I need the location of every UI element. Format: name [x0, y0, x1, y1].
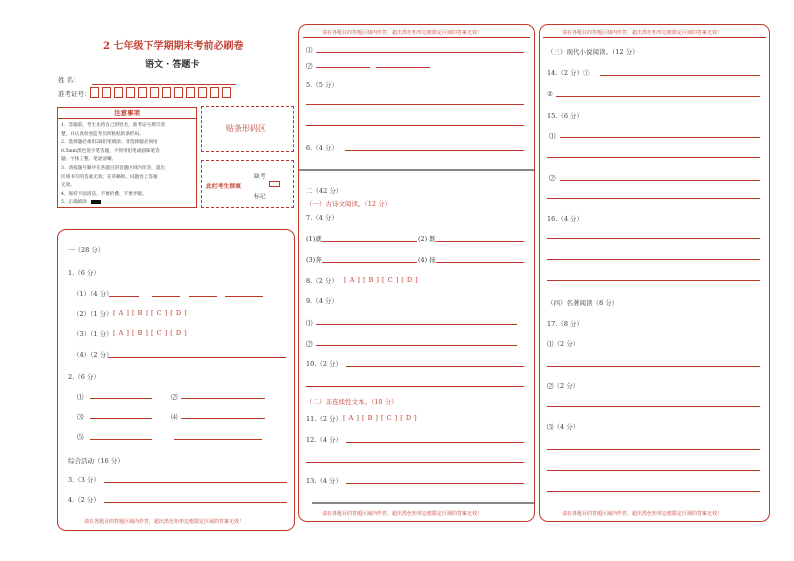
q4-a1: ⑴ — [306, 46, 313, 54]
exam-no-boxes[interactable] — [90, 87, 240, 99]
warning-col1: 请在各题目的答题区域内作答，超出黑色矩形边框限定区域的答案无效！ — [84, 519, 245, 525]
q2-m3: ⑶ — [77, 413, 84, 421]
warning-col2-bottom: 请在各题目的答题区域内作答，超出黑色矩形边框限定区域的答案无效！ — [322, 511, 483, 517]
q2-label: 2.（6 分） — [68, 373, 100, 381]
activity-title: 综合活动（16 分） — [68, 457, 124, 465]
answer-line[interactable] — [108, 357, 286, 358]
answer-line[interactable] — [181, 418, 265, 419]
answer-line[interactable] — [560, 180, 760, 181]
answer-line[interactable] — [322, 241, 417, 242]
q2-m1: ⑴ — [77, 393, 84, 401]
divider-col2 — [299, 169, 534, 171]
q3-label: 3.（3 分） — [68, 476, 100, 484]
answer-line[interactable] — [376, 67, 430, 68]
q9-1: ⑴ — [306, 319, 313, 327]
digit-box[interactable] — [174, 87, 183, 98]
absent-mark1: 缺考 — [254, 174, 266, 180]
answer-frame-2 — [298, 24, 535, 522]
answer-line[interactable] — [225, 296, 263, 297]
q8-label: 8.（2 分） — [306, 277, 338, 285]
answer-line[interactable] — [547, 470, 760, 471]
q17-3: ⑶（4 分） — [547, 423, 580, 431]
notice-item: 区域书写的答案无效；在草稿纸、试题卷上答题 — [61, 174, 158, 180]
q9-2: ⑵ — [306, 340, 313, 348]
answer-line[interactable] — [547, 406, 760, 407]
notice-item: 0.5mm黑色签字笔答题，不得用铅笔或圆珠笔答 — [61, 148, 160, 154]
digit-box[interactable] — [114, 87, 123, 98]
notice-item: 5．正确填涂 — [61, 200, 87, 206]
q8-options[interactable]: [ A ] [ B ] [ C ] [ D ] — [344, 276, 419, 284]
digit-box[interactable] — [102, 87, 111, 98]
answer-frame-3 — [539, 24, 770, 522]
answer-line[interactable] — [104, 502, 287, 503]
q4-a2: ⑵ — [306, 62, 313, 70]
digit-box[interactable] — [90, 87, 99, 98]
warning-col3-bottom: 请在各题目的答题区域内作答，超出黑色矩形边框限定区域的答案无效！ — [562, 511, 723, 517]
q11-label: 11.（2 分） — [306, 415, 343, 423]
section-1-title: 一（28 分） — [68, 246, 105, 254]
sub-section-3: （三）现代小说阅读。（12 分） — [547, 48, 639, 56]
notice-item: 楚，并认真检查监考员所粘贴的条形码。 — [61, 131, 144, 137]
answer-line[interactable] — [346, 483, 524, 484]
answer-line[interactable] — [316, 345, 517, 346]
q17-2: ⑵（2 分） — [547, 382, 580, 390]
notice-item: 3．请按题号顺序在各题目的答题区域内作答，超出 — [61, 165, 165, 171]
notice-item: 题；字体工整、笔迹清晰。 — [61, 157, 117, 163]
q12-label: 12.（4 分） — [306, 436, 343, 444]
answer-line[interactable] — [547, 491, 760, 492]
answer-line[interactable] — [547, 259, 760, 260]
absent-label: 此栏考生禁填 — [206, 184, 241, 190]
q4-label: 4.（2 分） — [68, 496, 100, 504]
answer-line[interactable] — [547, 157, 760, 158]
q2-m4: ⑷ — [171, 413, 178, 421]
answer-line[interactable] — [600, 75, 760, 76]
name-label: 姓 名： — [58, 76, 80, 84]
q2-m2: ⑵ — [171, 393, 178, 401]
answer-line[interactable] — [346, 442, 524, 443]
digit-box[interactable] — [210, 87, 219, 98]
q6-label: 6.（4 分） — [306, 144, 338, 152]
name-field[interactable] — [92, 84, 236, 85]
sub-section-4: （四）名著阅读（8 分） — [547, 299, 619, 307]
digit-box[interactable] — [150, 87, 159, 98]
answer-line[interactable] — [174, 439, 262, 440]
q10-label: 10.（2 分） — [306, 360, 343, 368]
answer-line[interactable] — [547, 198, 760, 199]
notice-item: 无效。 — [61, 183, 75, 189]
q13-label: 13.（4 分） — [306, 477, 343, 485]
q1-4-label: （4）（2 分） — [73, 351, 113, 359]
q14-2: ② — [547, 90, 553, 98]
q1-label: 1.（6 分） — [68, 269, 100, 277]
notice-box — [57, 107, 197, 208]
digit-box[interactable] — [126, 87, 135, 98]
answer-line[interactable] — [109, 296, 139, 297]
q17-1: ⑴（2 分） — [547, 340, 580, 348]
answer-line[interactable] — [346, 366, 524, 367]
answer-line[interactable] — [152, 296, 180, 297]
sub-section-2: （二）非连续性文本。（10 分） — [306, 398, 398, 406]
q7-1: (1)就 — [306, 235, 322, 243]
q5-label: 5.（5 分） — [306, 81, 338, 89]
warning-col3-top: 请在各题目的答题区域内作答，超出黑色矩形边框限定区域的答案无效！ — [562, 30, 723, 36]
answer-line[interactable] — [322, 262, 417, 263]
absent-mark2: 标记 — [254, 194, 266, 200]
q9-label: 9.（4 分） — [306, 297, 338, 305]
bottom-rule-col2 — [312, 502, 534, 504]
answer-line[interactable] — [556, 96, 760, 97]
q1-2-options[interactable]: [ A ] [ B ] [ C ] [ D ] — [113, 309, 188, 317]
q15-2: ⑵ — [549, 174, 556, 182]
notice-item: 4．保持卡面清洁，不要折叠、不要弄破。 — [61, 191, 147, 197]
answer-line[interactable] — [306, 462, 524, 463]
answer-line[interactable] — [547, 449, 760, 450]
answer-line[interactable] — [189, 296, 217, 297]
q7-2: (2) 既 — [418, 235, 436, 243]
digit-box[interactable] — [222, 87, 231, 98]
q16-label: 16.（4 分） — [547, 215, 584, 223]
notice-title: 注意事项 — [58, 108, 196, 119]
digit-box[interactable] — [138, 87, 147, 98]
answer-line[interactable] — [90, 439, 152, 440]
sheet-title: 2 七年级下学期期末考前必刷卷 — [103, 41, 244, 52]
answer-line[interactable] — [547, 366, 760, 367]
answer-line[interactable] — [306, 386, 524, 387]
q14-label: 14.（2 分）① — [547, 69, 590, 77]
answer-line[interactable] — [547, 238, 760, 239]
answer-line[interactable] — [90, 398, 152, 399]
exam-no-label: 准考证号： — [58, 90, 91, 98]
answer-line[interactable] — [90, 418, 152, 419]
answer-line[interactable] — [436, 241, 524, 242]
barcode-label: 贴条形码区 — [226, 124, 266, 133]
top-rule-col2 — [303, 37, 530, 38]
sub-section-1: （一）古诗文阅读。（12 分） — [306, 200, 392, 208]
q1-2-label: （2）（1 分） — [73, 310, 113, 318]
notice-item: 1．答题前，考生先将自己的姓名，准考证号填写清 — [61, 123, 165, 128]
section-2-title: 二（42 分） — [306, 187, 343, 195]
q15-label: 15.（6 分） — [547, 112, 584, 120]
absent-checkbox[interactable] — [269, 181, 280, 187]
q15-1: ⑴ — [549, 132, 556, 140]
answer-line[interactable] — [316, 52, 524, 53]
answer-line[interactable] — [306, 125, 524, 126]
answer-line[interactable] — [560, 137, 760, 138]
answer-line[interactable] — [316, 67, 370, 68]
sheet-subtitle: 语文 · 答题卡 — [145, 60, 200, 70]
q7-label: 7.（4 分） — [306, 214, 338, 222]
digit-box[interactable] — [198, 87, 207, 98]
digit-box[interactable] — [162, 87, 171, 98]
q7-3: (3)奔 — [306, 256, 322, 264]
q11-options[interactable]: [ A ] [ B ] [ C ] [ D ] — [343, 414, 418, 422]
answer-line[interactable] — [306, 104, 524, 105]
q1-3-label: （3）（1 分） — [73, 330, 113, 338]
q1-3-options[interactable]: [ A ] [ B ] [ C ] [ D ] — [113, 329, 188, 337]
q1-1-label: （1）（4 分） — [73, 290, 113, 298]
answer-line[interactable] — [316, 324, 517, 325]
top-rule-col3 — [543, 37, 766, 38]
answer-line[interactable] — [181, 398, 265, 399]
answer-line[interactable] — [345, 150, 524, 151]
warning-col2-top: 请在各题目的答题区域内作答，超出黑色矩形边框限定区域的答案无效！ — [322, 30, 483, 36]
q2-m5: ⑸ — [77, 433, 84, 441]
answer-line[interactable] — [104, 482, 287, 483]
notice-item: 2．选择题必须用2B铅笔填涂；非选择题必须用 — [61, 140, 158, 146]
answer-line[interactable] — [436, 262, 524, 263]
q7-4: (4) 扬 — [418, 256, 436, 264]
answer-line[interactable] — [547, 280, 760, 281]
digit-box[interactable] — [186, 87, 195, 98]
q17-label: 17.（8 分） — [547, 320, 584, 328]
fill-sample — [91, 200, 101, 204]
